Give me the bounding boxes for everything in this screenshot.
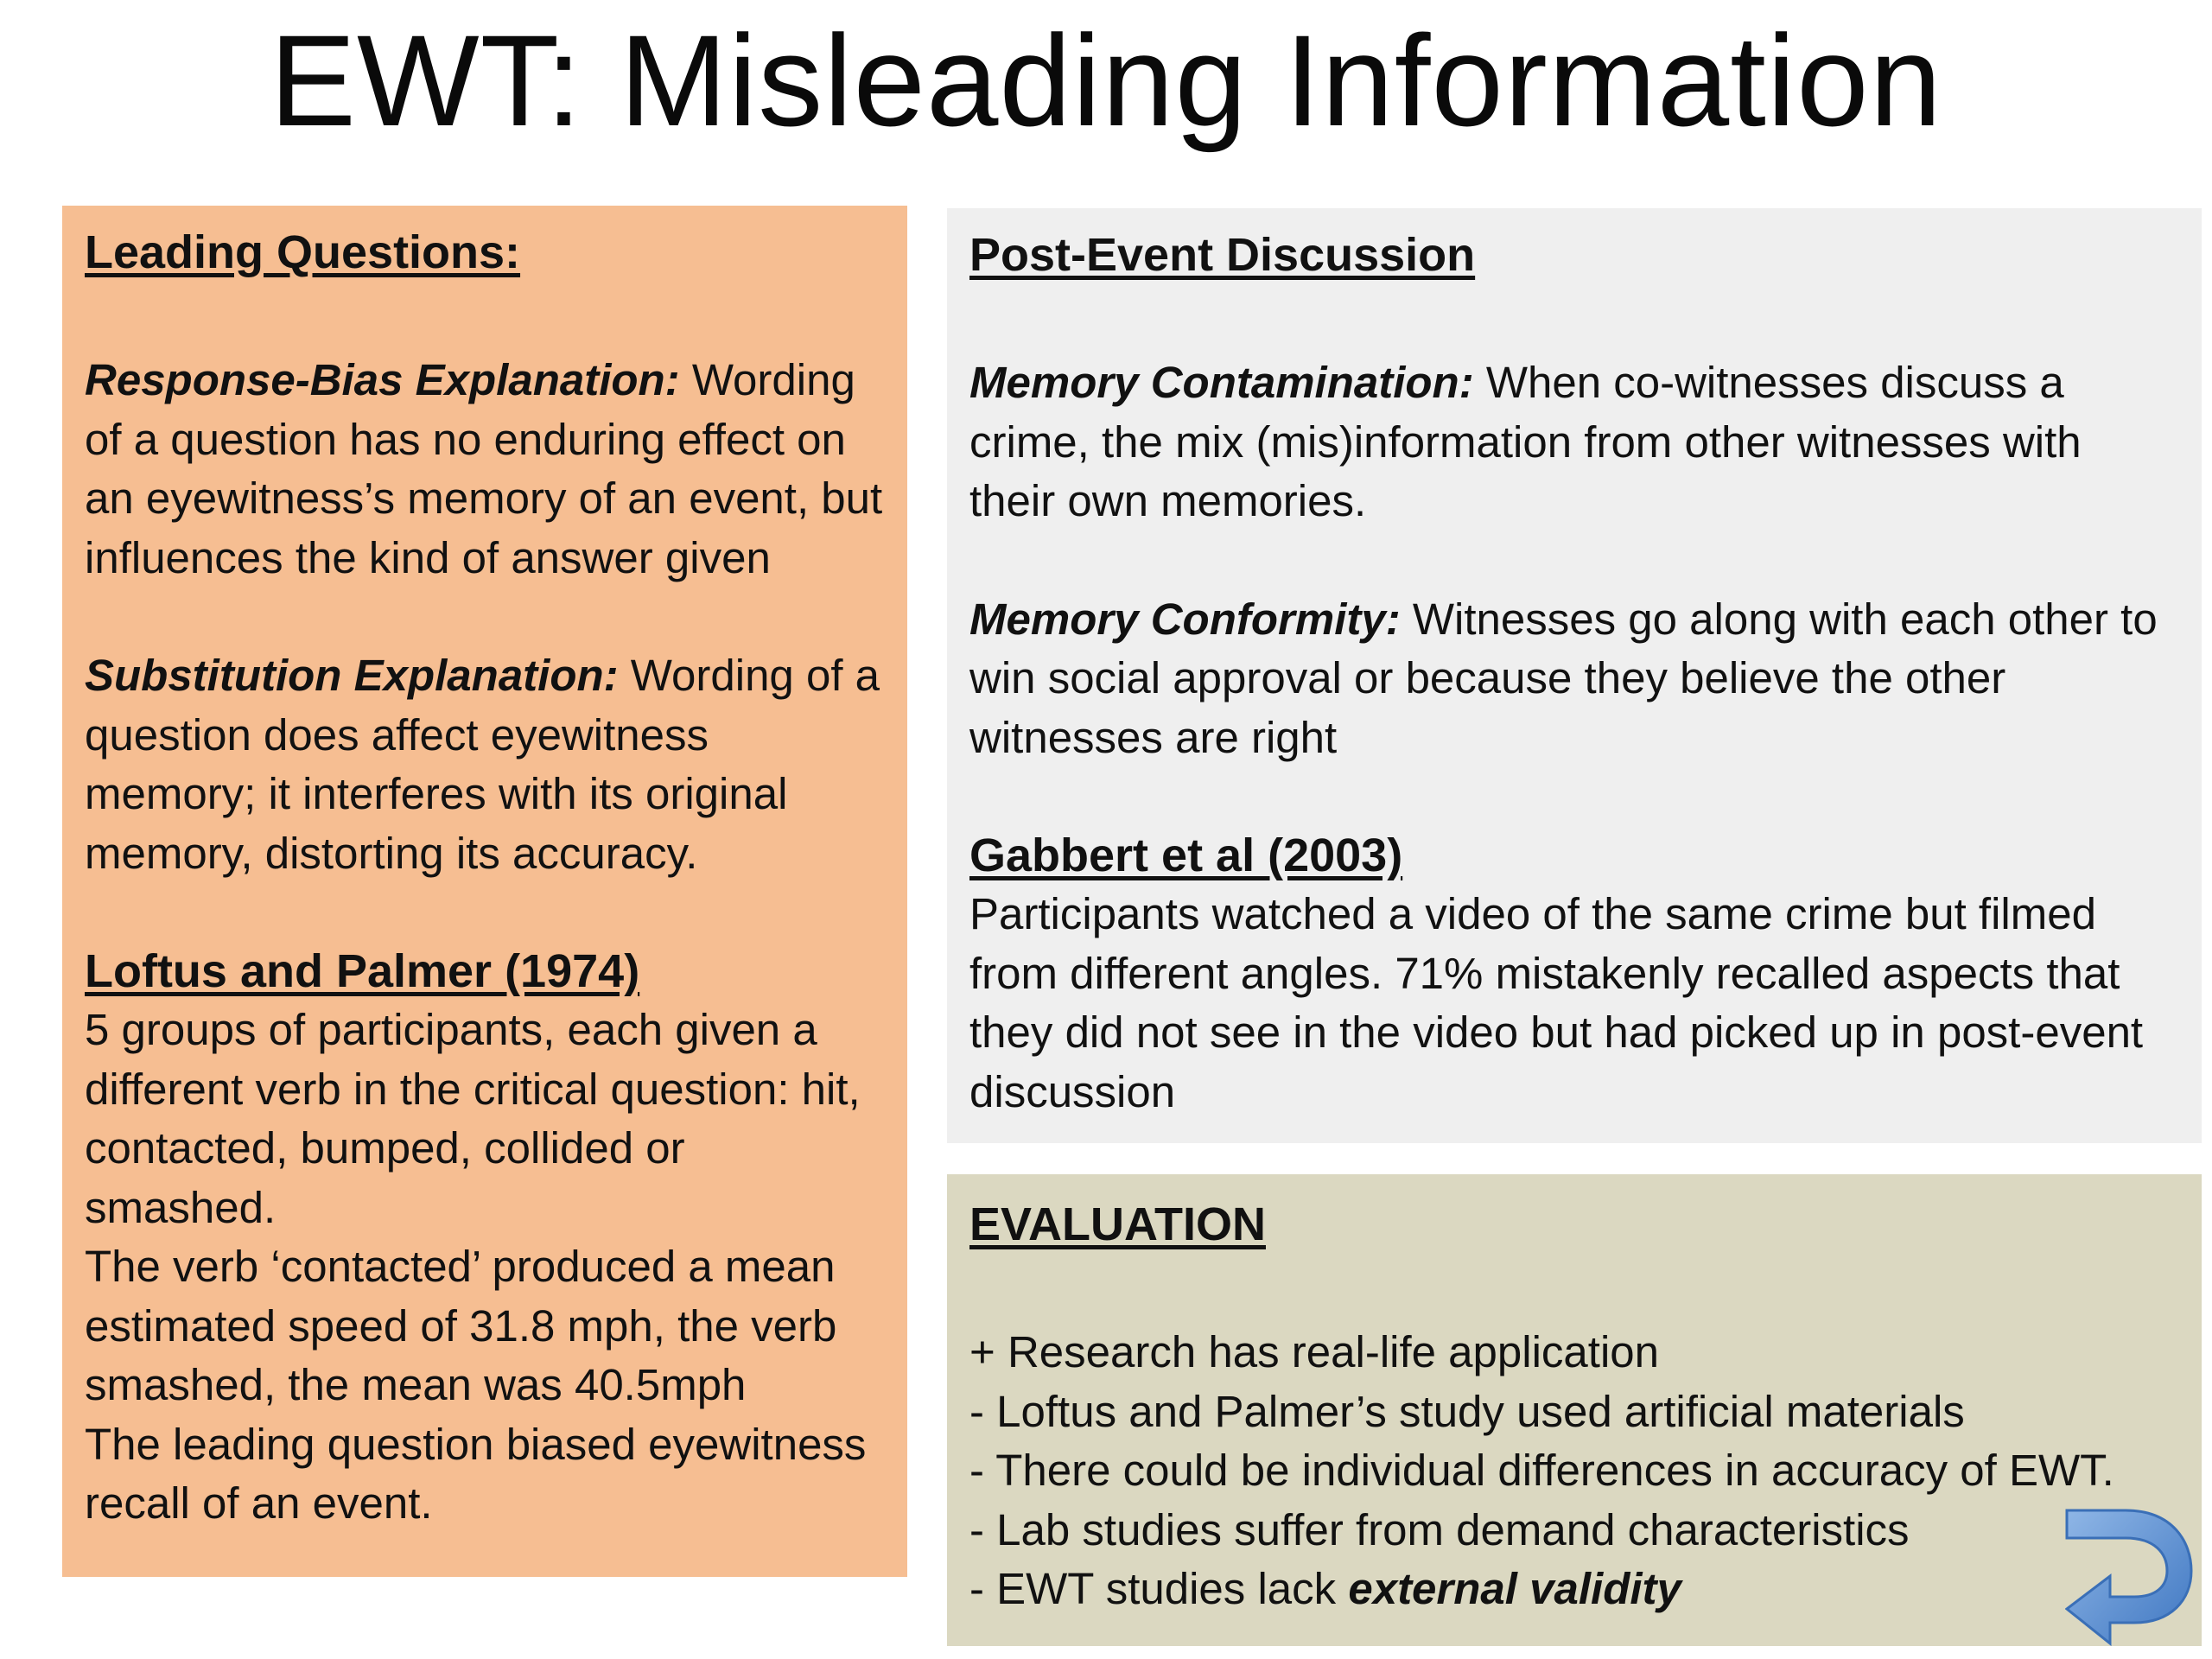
loftus-palmer-conclusion: The leading question biased eyewitness recall of an event. [85,1419,867,1528]
gabbert-heading: Gabbert et al (2003) [969,830,1403,881]
memory-conformity-term: Memory Conformity: [969,594,1401,644]
memory-conformity-text: Witnesses go along with each other to win social approval or because they believe the other witnesses are right [969,594,2158,762]
loftus-palmer-results: The verb ‘contacted’ produced a mean estimated speed of 31.8 mph, the verb smashed, the mean was 40.5mph [85,1242,837,1409]
memory-contamination-term: Memory Contamination: [969,358,1474,407]
response-bias-paragraph [85,351,885,588]
curved-return-arrow-icon[interactable] [2065,1503,2195,1646]
slide-title: EWT: Misleading Information [269,8,1943,153]
memory-conformity-paragraph [969,590,2179,768]
evaluation-point: + Research has real-life application [969,1327,1660,1376]
substitution-paragraph [85,646,885,883]
post-event-panel [947,208,2202,1143]
arrow-shape [2067,1510,2191,1643]
evaluation-point: - There could be individual differences in accuracy of EWT. [969,1446,2114,1495]
response-bias-term: Response-Bias Explanation: [85,355,680,404]
evaluation-point: - Loftus and Palmer’s study used artificial materials [969,1386,1965,1436]
memory-contamination-paragraph [969,353,2179,531]
evaluation-panel [947,1174,2202,1646]
response-bias-text: Wording of a question has no enduring effect on an eyewitness’s memory of an event, but influences the kind of answer given [85,355,883,582]
leading-questions-panel [62,206,907,1577]
post-event-heading: Post-Event Discussion [969,229,1476,281]
evaluation-point-last [969,1560,2179,1619]
memory-contamination-text: When co-witnesses discuss a crime, the mix (mis)information from other witnesses with their own memories. [969,358,2082,525]
evaluation-last-prefix: - EWT studies lack [969,1564,1349,1613]
loftus-palmer-method: 5 groups of participants, each given a different verb in the critical question: hit, contacted, bumped, collided or smashed. [85,1005,861,1232]
external-validity-emphasis: external validity [1348,1564,1681,1613]
gabbert-text: Participants watched a video of the same crime but filmed from different angles. 71% mistakenly recalled aspects that they did not see in the video but had picked up in post-event discussion [969,889,2144,1116]
loftus-palmer-heading: Loftus and Palmer (1974) [85,945,640,997]
evaluation-heading: EVALUATION [969,1198,1266,1250]
substitution-text: Wording of a question does affect eyewitness memory; it interferes with its original memory, distorting its accuracy. [85,651,880,878]
substitution-term: Substitution Explanation: [85,651,619,700]
evaluation-point: - Lab studies suffer from demand characteristics [969,1504,1910,1554]
leading-questions-heading: Leading Questions: [85,226,521,278]
